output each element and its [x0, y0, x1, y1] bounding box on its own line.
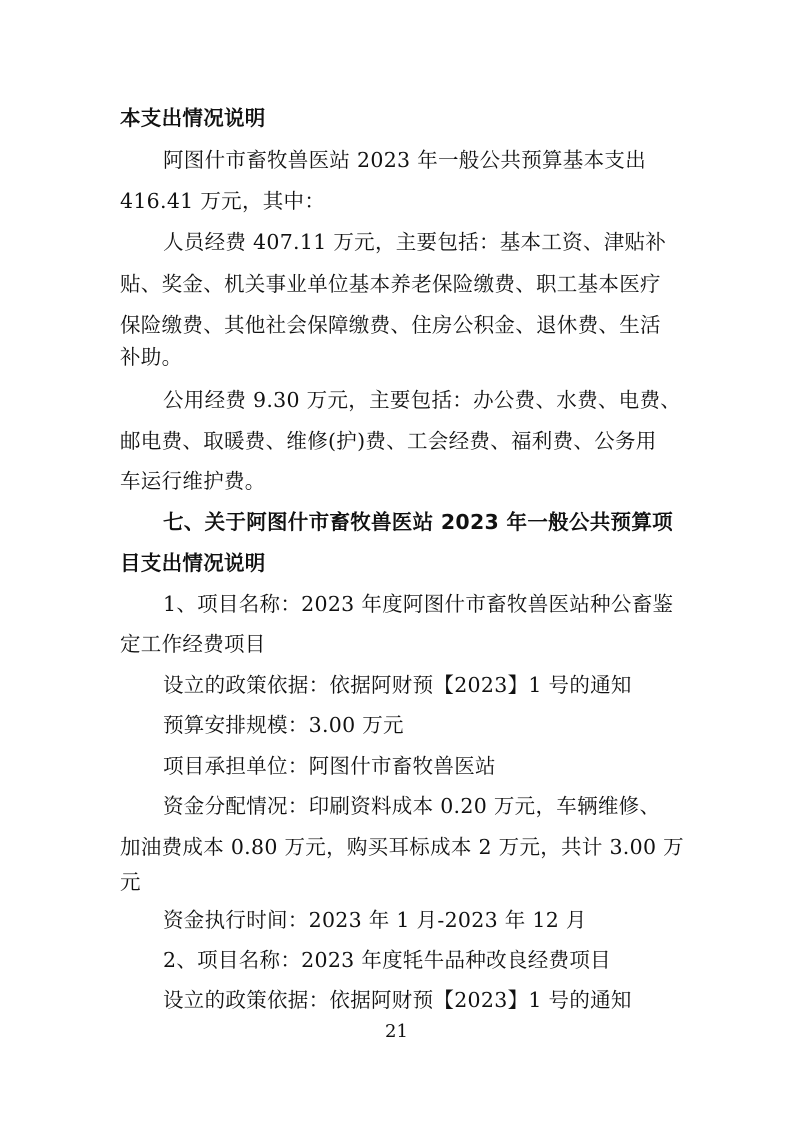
paragraph-line: 设立的政策依据：依据阿财预【2023】1 号的通知 — [163, 673, 632, 697]
section-heading: 目支出情况说明 — [120, 551, 266, 575]
paragraph-line: 元 — [120, 870, 141, 894]
paragraph-line: 设立的政策依据：依据阿财预【2023】1 号的通知 — [163, 988, 632, 1012]
paragraph-line: 邮电费、取暖费、维修(护)费、工会经费、福利费、公务用 — [120, 429, 657, 453]
page-number: 21 — [385, 1021, 408, 1042]
section-heading: 七、关于阿图什市畜牧兽医站 2023 年一般公共预算项 — [163, 510, 673, 534]
paragraph-line: 416.41 万元，其中： — [120, 189, 326, 213]
paragraph-line: 资金执行时间：2023 年 1 月-2023 年 12 月 — [163, 908, 587, 932]
paragraph-line: 预算安排规模：3.00 万元 — [163, 713, 404, 737]
paragraph-line: 公用经费 9.30 万元，主要包括：办公费、水费、电费、 — [163, 388, 682, 412]
paragraph-line: 加油费成本 0.80 万元，购买耳标成本 2 万元，共计 3.00 万 — [120, 835, 684, 859]
section-heading-continuation: 本支出情况说明 — [120, 106, 266, 130]
paragraph-line: 阿图什市畜牧兽医站 2023 年一般公共预算基本支出 — [163, 148, 647, 172]
paragraph-line: 补助。 — [120, 345, 183, 369]
paragraph-line: 贴、奖金、机关事业单位基本养老保险缴费、职工基本医疗 — [120, 272, 661, 296]
paragraph-line: 资金分配情况：印刷资料成本 0.20 万元，车辆维修、 — [163, 794, 661, 818]
paragraph-line: 车运行维护费。 — [120, 469, 266, 493]
paragraph-line: 项目承担单位：阿图什市畜牧兽医站 — [163, 754, 496, 778]
paragraph-line: 2、项目名称：2023 年度牦牛品种改良经费项目 — [163, 948, 611, 972]
paragraph-line: 保险缴费、其他社会保障缴费、住房公积金、退休费、生活 — [120, 313, 661, 337]
paragraph-line: 定工作经费项目 — [120, 632, 266, 656]
paragraph-line: 人员经费 407.11 万元，主要包括：基本工资、津贴补 — [163, 230, 667, 254]
paragraph-line: 1、项目名称：2023 年度阿图什市畜牧兽医站种公畜鉴 — [163, 592, 674, 616]
